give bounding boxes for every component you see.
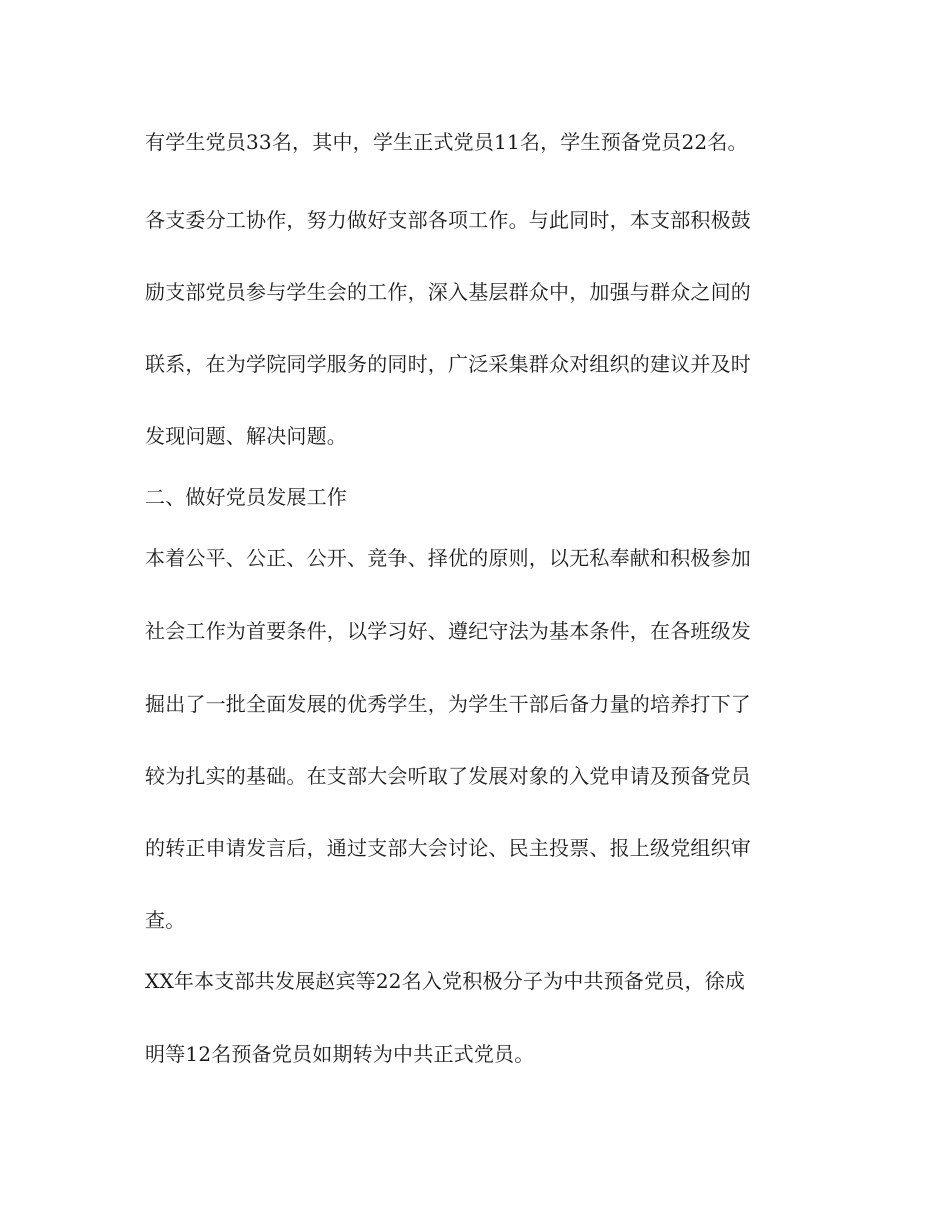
text-line-4: 联系，在为学院同学服务的同时，广泛采集群众对组织的建议并及时 xyxy=(145,352,751,376)
text-line-3: 励支部党员参与学生会的工作，深入基层群众中，加强与群众之间的 xyxy=(145,280,751,304)
text-line-13: XX年本支部共发展赵宾等22名入党积极分子为中共预备党员，徐成 xyxy=(145,969,746,993)
section-heading: 二、做好党员发展工作 xyxy=(145,485,347,509)
text-line-11: 的转正申请发言后，通过支部大会讨论、民主投票、报上级党组织审 xyxy=(145,836,751,860)
text-line-7: 本着公平、公正、公开、竞争、择优的原则，以无私奉献和积极参加 xyxy=(145,546,751,570)
text-line-10: 较为扎实的基础。在支部大会听取了发展对象的入党申请及预备党员 xyxy=(145,764,751,788)
text-line-8: 社会工作为首要条件，以学习好、遵纪守法为基本条件，在各班级发 xyxy=(145,619,751,643)
text-line-5: 发现问题、解决问题。 xyxy=(145,424,347,448)
text-line-14: 明等12名预备党员如期转为中共正式党员。 xyxy=(145,1042,535,1066)
text-line-9: 掘出了一批全面发展的优秀学生，为学生干部后备力量的培养打下了 xyxy=(145,692,751,716)
text-line-1: 有学生党员33名，其中，学生正式党员11名，学生预备党员22名。 xyxy=(145,130,748,154)
text-line-12: 查。 xyxy=(145,908,186,932)
text-line-2: 各支委分工协作，努力做好支部各项工作。与此同时，本支部积极鼓 xyxy=(145,208,751,232)
